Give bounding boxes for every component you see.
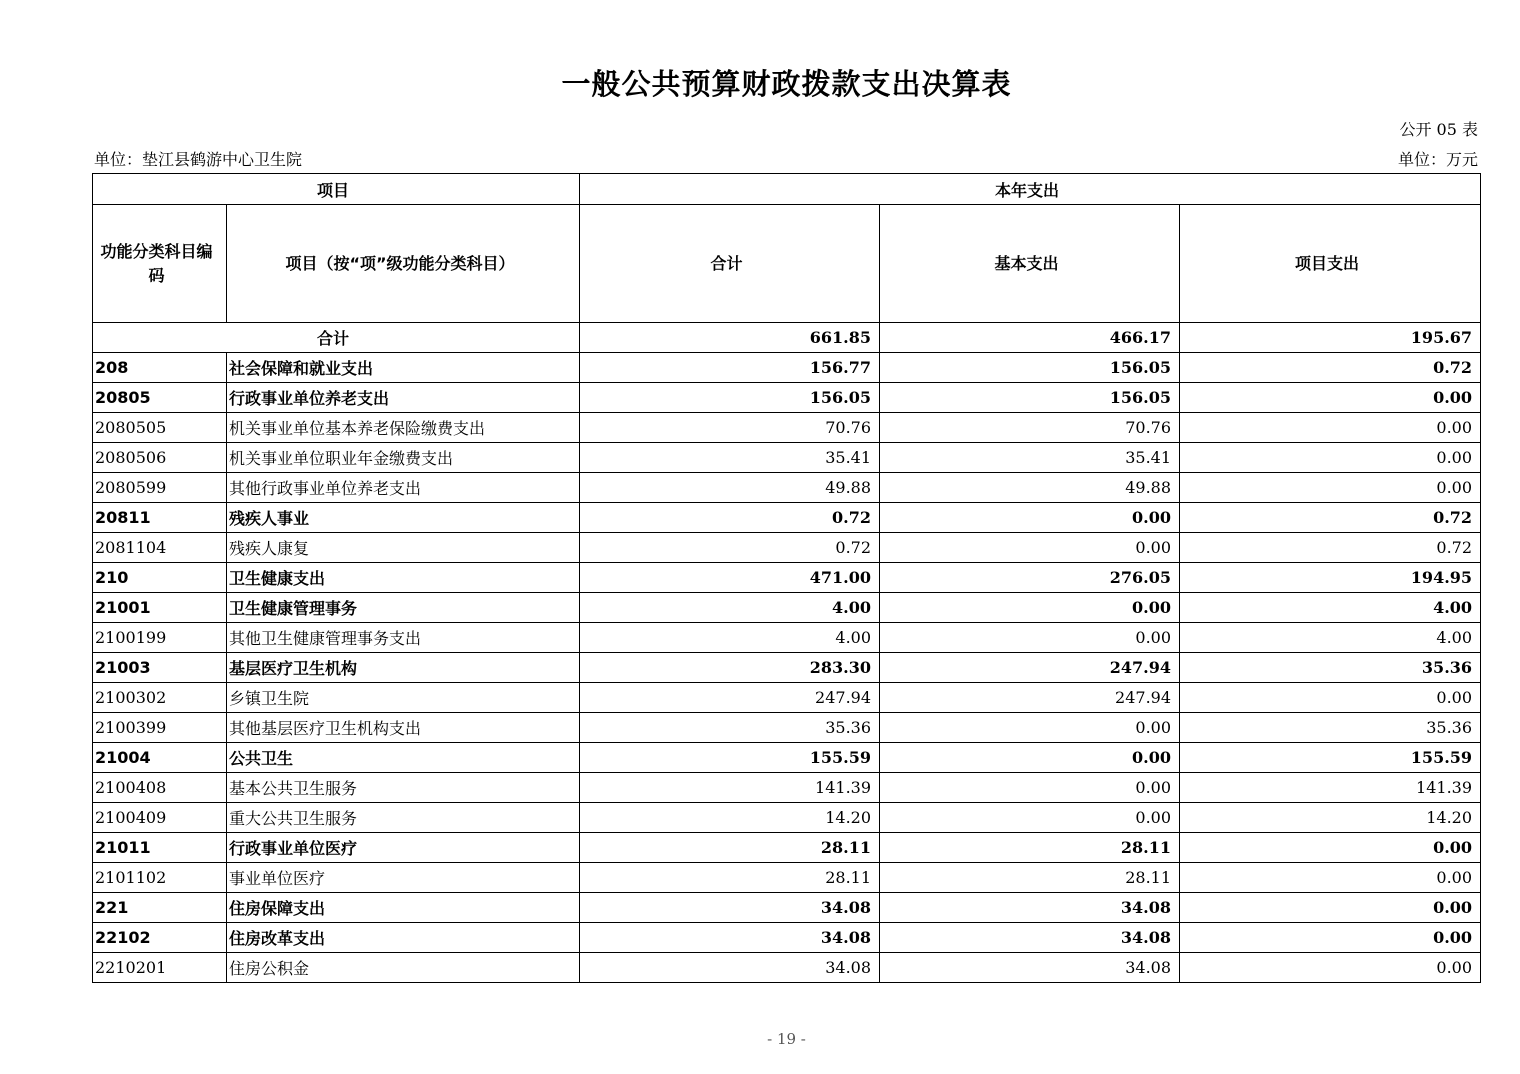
cell-code: 20805 — [93, 383, 227, 413]
cell-total: 4.00 — [580, 593, 880, 623]
cell-project: 0.00 — [1180, 923, 1481, 953]
cell-code: 208 — [93, 353, 227, 383]
cell-item-name: 住房公积金 — [227, 953, 580, 983]
cell-project: 35.36 — [1180, 713, 1481, 743]
total-amount: 661.85 — [580, 323, 880, 353]
header-row-1 — [93, 174, 1481, 205]
cell-project: 0.00 — [1180, 413, 1481, 443]
cell-total: 35.36 — [580, 713, 880, 743]
cell-total: 34.08 — [580, 953, 880, 983]
cell-project: 0.00 — [1180, 893, 1481, 923]
cell-total: 70.76 — [580, 413, 880, 443]
cell-code: 20811 — [93, 503, 227, 533]
cell-project: 0.00 — [1180, 833, 1481, 863]
cell-total: 28.11 — [580, 833, 880, 863]
cell-total: 155.59 — [580, 743, 880, 773]
cell-basic: 28.11 — [880, 863, 1180, 893]
table-row — [93, 443, 1481, 473]
table-row — [93, 653, 1481, 683]
cell-total: 156.05 — [580, 383, 880, 413]
header-item: 项目（按“项”级功能分类科目） — [227, 205, 580, 323]
cell-code: 21004 — [93, 743, 227, 773]
header-current-year: 本年支出 — [580, 174, 1481, 205]
cell-code: 221 — [93, 893, 227, 923]
cell-basic: 0.00 — [880, 533, 1180, 563]
cell-item-name: 基本公共卫生服务 — [227, 773, 580, 803]
cell-basic: 276.05 — [880, 563, 1180, 593]
cell-code: 2100399 — [93, 713, 227, 743]
cell-code: 2080599 — [93, 473, 227, 503]
cell-project: 0.72 — [1180, 533, 1481, 563]
page-number: - 19 - — [767, 1030, 806, 1048]
total-label: 合计 — [93, 323, 580, 353]
cell-project: 0.00 — [1180, 863, 1481, 893]
cell-total: 28.11 — [580, 863, 880, 893]
cell-basic: 247.94 — [880, 683, 1180, 713]
header-row-2 — [93, 205, 1481, 323]
page-title: 一般公共预算财政拨款支出决算表 — [561, 67, 1012, 101]
cell-total: 471.00 — [580, 563, 880, 593]
table-row — [93, 803, 1481, 833]
cell-basic: 49.88 — [880, 473, 1180, 503]
cell-item-name: 公共卫生 — [227, 743, 580, 773]
total-row — [93, 323, 1481, 353]
cell-code: 2100409 — [93, 803, 227, 833]
cell-code: 2101102 — [93, 863, 227, 893]
cell-code: 2100199 — [93, 623, 227, 653]
cell-basic: 35.41 — [880, 443, 1180, 473]
table-row — [93, 713, 1481, 743]
cell-project: 0.00 — [1180, 383, 1481, 413]
cell-item-name: 残疾人康复 — [227, 533, 580, 563]
cell-code: 210 — [93, 563, 227, 593]
cell-basic: 34.08 — [880, 923, 1180, 953]
cell-project: 0.00 — [1180, 683, 1481, 713]
table-row — [93, 383, 1481, 413]
header-project-expenditure: 项目支出 — [1180, 205, 1481, 323]
cell-total: 156.77 — [580, 353, 880, 383]
cell-item-name: 其他行政事业单位养老支出 — [227, 473, 580, 503]
cell-item-name: 其他卫生健康管理事务支出 — [227, 623, 580, 653]
table-row — [93, 593, 1481, 623]
total-project: 195.67 — [1180, 323, 1481, 353]
cell-total: 49.88 — [580, 473, 880, 503]
cell-basic: 0.00 — [880, 503, 1180, 533]
cell-code: 21001 — [93, 593, 227, 623]
cell-basic: 34.08 — [880, 953, 1180, 983]
cell-project: 0.00 — [1180, 953, 1481, 983]
cell-code: 21011 — [93, 833, 227, 863]
cell-project: 0.72 — [1180, 353, 1481, 383]
table-row — [93, 773, 1481, 803]
unit-currency: 单位：万元 — [1397, 150, 1478, 169]
cell-project: 0.00 — [1180, 443, 1481, 473]
cell-basic: 0.00 — [880, 803, 1180, 833]
table-row — [93, 743, 1481, 773]
cell-code: 2210201 — [93, 953, 227, 983]
table-number: 公开 05 表 — [1399, 120, 1478, 139]
cell-item-name: 残疾人事业 — [227, 503, 580, 533]
cell-total: 0.72 — [580, 533, 880, 563]
table-row — [93, 953, 1481, 983]
cell-basic: 0.00 — [880, 713, 1180, 743]
cell-code: 2081104 — [93, 533, 227, 563]
cell-item-name: 机关事业单位职业年金缴费支出 — [227, 443, 580, 473]
header-code: 功能分类科目编码 — [93, 205, 227, 323]
cell-item-name: 住房改革支出 — [227, 923, 580, 953]
table-row — [93, 413, 1481, 443]
cell-item-name: 机关事业单位基本养老保险缴费支出 — [227, 413, 580, 443]
cell-basic: 28.11 — [880, 833, 1180, 863]
cell-project: 0.00 — [1180, 473, 1481, 503]
cell-item-name: 事业单位医疗 — [227, 863, 580, 893]
cell-basic: 0.00 — [880, 743, 1180, 773]
table-row — [93, 563, 1481, 593]
cell-code: 22102 — [93, 923, 227, 953]
cell-item-name: 重大公共卫生服务 — [227, 803, 580, 833]
cell-project: 194.95 — [1180, 563, 1481, 593]
cell-project: 155.59 — [1180, 743, 1481, 773]
cell-code: 2100302 — [93, 683, 227, 713]
cell-code: 2080505 — [93, 413, 227, 443]
table-row — [93, 623, 1481, 653]
table-row — [93, 833, 1481, 863]
cell-basic: 0.00 — [880, 623, 1180, 653]
table-row — [93, 503, 1481, 533]
cell-basic: 34.08 — [880, 893, 1180, 923]
cell-code: 2100408 — [93, 773, 227, 803]
cell-project: 0.72 — [1180, 503, 1481, 533]
total-basic: 466.17 — [880, 323, 1180, 353]
unit-organization: 单位：垫江县鹤游中心卫生院 — [94, 150, 303, 169]
cell-item-name: 乡镇卫生院 — [227, 683, 580, 713]
cell-project: 14.20 — [1180, 803, 1481, 833]
cell-total: 283.30 — [580, 653, 880, 683]
cell-total: 0.72 — [580, 503, 880, 533]
cell-project: 4.00 — [1180, 623, 1481, 653]
cell-total: 247.94 — [580, 683, 880, 713]
cell-basic: 156.05 — [880, 383, 1180, 413]
header-basic: 基本支出 — [880, 205, 1180, 323]
cell-total: 4.00 — [580, 623, 880, 653]
cell-item-name: 行政事业单位医疗 — [227, 833, 580, 863]
table-row — [93, 533, 1481, 563]
cell-basic: 0.00 — [880, 593, 1180, 623]
cell-basic: 247.94 — [880, 653, 1180, 683]
expenditure-table — [92, 173, 1481, 983]
cell-total: 34.08 — [580, 893, 880, 923]
cell-basic: 0.00 — [880, 773, 1180, 803]
table-row — [93, 473, 1481, 503]
header-project: 项目 — [93, 174, 580, 205]
cell-total: 34.08 — [580, 923, 880, 953]
cell-item-name: 基层医疗卫生机构 — [227, 653, 580, 683]
cell-item-name: 卫生健康支出 — [227, 563, 580, 593]
cell-item-name: 行政事业单位养老支出 — [227, 383, 580, 413]
cell-total: 14.20 — [580, 803, 880, 833]
cell-item-name: 其他基层医疗卫生机构支出 — [227, 713, 580, 743]
cell-basic: 70.76 — [880, 413, 1180, 443]
cell-item-name: 卫生健康管理事务 — [227, 593, 580, 623]
table-row — [93, 863, 1481, 893]
table-row — [93, 923, 1481, 953]
cell-code: 2080506 — [93, 443, 227, 473]
cell-item-name: 住房保障支出 — [227, 893, 580, 923]
cell-project: 141.39 — [1180, 773, 1481, 803]
table-row — [93, 683, 1481, 713]
cell-item-name: 社会保障和就业支出 — [227, 353, 580, 383]
cell-total: 35.41 — [580, 443, 880, 473]
table-row — [93, 353, 1481, 383]
cell-project: 4.00 — [1180, 593, 1481, 623]
cell-project: 35.36 — [1180, 653, 1481, 683]
cell-total: 141.39 — [580, 773, 880, 803]
header-total: 合计 — [580, 205, 880, 323]
cell-code: 21003 — [93, 653, 227, 683]
cell-basic: 156.05 — [880, 353, 1180, 383]
table-row — [93, 893, 1481, 923]
